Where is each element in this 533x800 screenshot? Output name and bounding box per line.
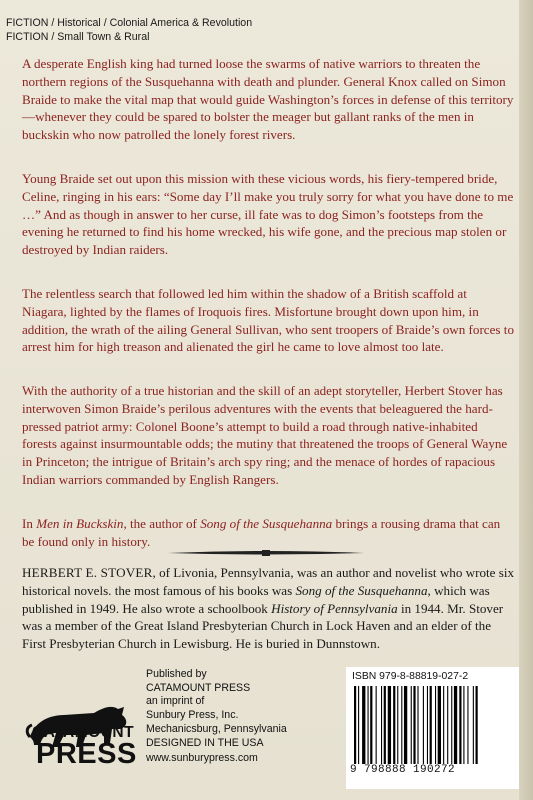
category-line: FICTION / Historical / Colonial America & Revolution (6, 17, 253, 29)
category-line: FICTION / Small Town & Rural (6, 31, 150, 43)
publisher-line: Published by (146, 668, 207, 680)
blurb-text: , the author of (123, 516, 201, 531)
author-name: HERBERT E. STOVER (22, 565, 153, 580)
bisac-categories (6, 16, 252, 44)
publisher-url: www.sunburypress.com (146, 752, 258, 764)
logo-wordmark-press: PRESS (36, 738, 137, 770)
author-bio (22, 564, 518, 653)
logo-wordmark-catamount: CATAMOUNT (32, 724, 135, 741)
barcode-digits: 9 798888 190272 (350, 764, 456, 776)
barcode-icon (352, 686, 518, 764)
book-title: Men in Buckskin (36, 516, 124, 531)
blurb-paragraph-1: A desperate English king had turned loose the swarms of native warriors to threaten the northern regions of the Susquehanna with death and plunder. General Knox called on Simon Braide to make the vital map that would guide Washington’s forces in defense of this territory—whenever they could be spared to bolster the meager but gallant ranks of the men in buckskin who now patrolled the lonely forest rivers. (22, 56, 514, 143)
book-title: History of Pennsylvania (271, 600, 398, 616)
isbn-label: ISBN 979-8-88819-027-2 (352, 671, 469, 682)
blurb-text: brings a rousing drama that can be found only in history. (22, 516, 501, 549)
bio-text: , which was published in 1949. He also wrote a schoolbook (22, 582, 490, 616)
book-title: Song of the Susquehanna (200, 516, 333, 531)
publisher-line: CATAMOUNT PRESS (146, 681, 251, 694)
bio-text: , of Livonia, Pennsylvania, was an author and novelist who wrote six historical novels. the most famous of his books was (22, 565, 515, 598)
ornament-divider (166, 548, 366, 558)
blurb-paragraph-4: With the authority of a true historian and the skill of an adept storyteller, Herbert Stover has interwoven Simon Braide’s perilous adventures with the events that beleaguered the hard-pressed patriot army: Colonel Boone’s attempt to build a road through native-inhabited forests against insurmountable odds; the mutiny that threatened the troops of General Wayne in Princeton; the intrigue of Britain’s arch spy ring; and the menace of hordes of rapacious Indian warriors commanded by English Rangers. (22, 383, 508, 487)
publisher-line: an imprint of (146, 695, 205, 708)
book-title: Song of the Susquehanna (295, 582, 428, 598)
spine-edge (519, 0, 533, 800)
publisher-line: Mechanicsburg, Pennsylvania (146, 722, 287, 735)
blurb-paragraph-5 (22, 515, 514, 551)
blurb-text: In (22, 516, 37, 531)
publisher-line: Sunbury Press, Inc. (146, 709, 239, 722)
blurb-paragraph-2: Young Braide set out upon this mission with these vicious words, his fiery-tempered bride, Celine, ringing in his ears: “Some day I’ll make you truly sorry for what you have done to me …” And as though in answer to her curse, ill fate was to dog Simon’s footsteps from the evening he returned to find his home wrecked, his wife gone, and the precious map stolen or destroyed by Indian raiders. (22, 171, 514, 258)
publisher-line: DESIGNED IN THE USA (146, 736, 264, 749)
blurb-paragraph-3: The relentless search that followed led him within the shadow of a British scaffold at Niagara, lighted by the flames of Iroquois fires. Misfortune brought down upon him, in addition, the wrath of the ailing General Sullivan, who sent troopers of Braide’s own forces to arrest him for high treason and alienated the girl he came to love almost too late. (22, 286, 514, 355)
publisher-info (146, 668, 287, 750)
bio-text: in 1944. Mr. Stover was a member of the Great Island Presbyterian Church in Lock Haven and an elder of the First Presbyterian Church in Lewisburg. He is buried in Dunnstown. (22, 600, 504, 652)
